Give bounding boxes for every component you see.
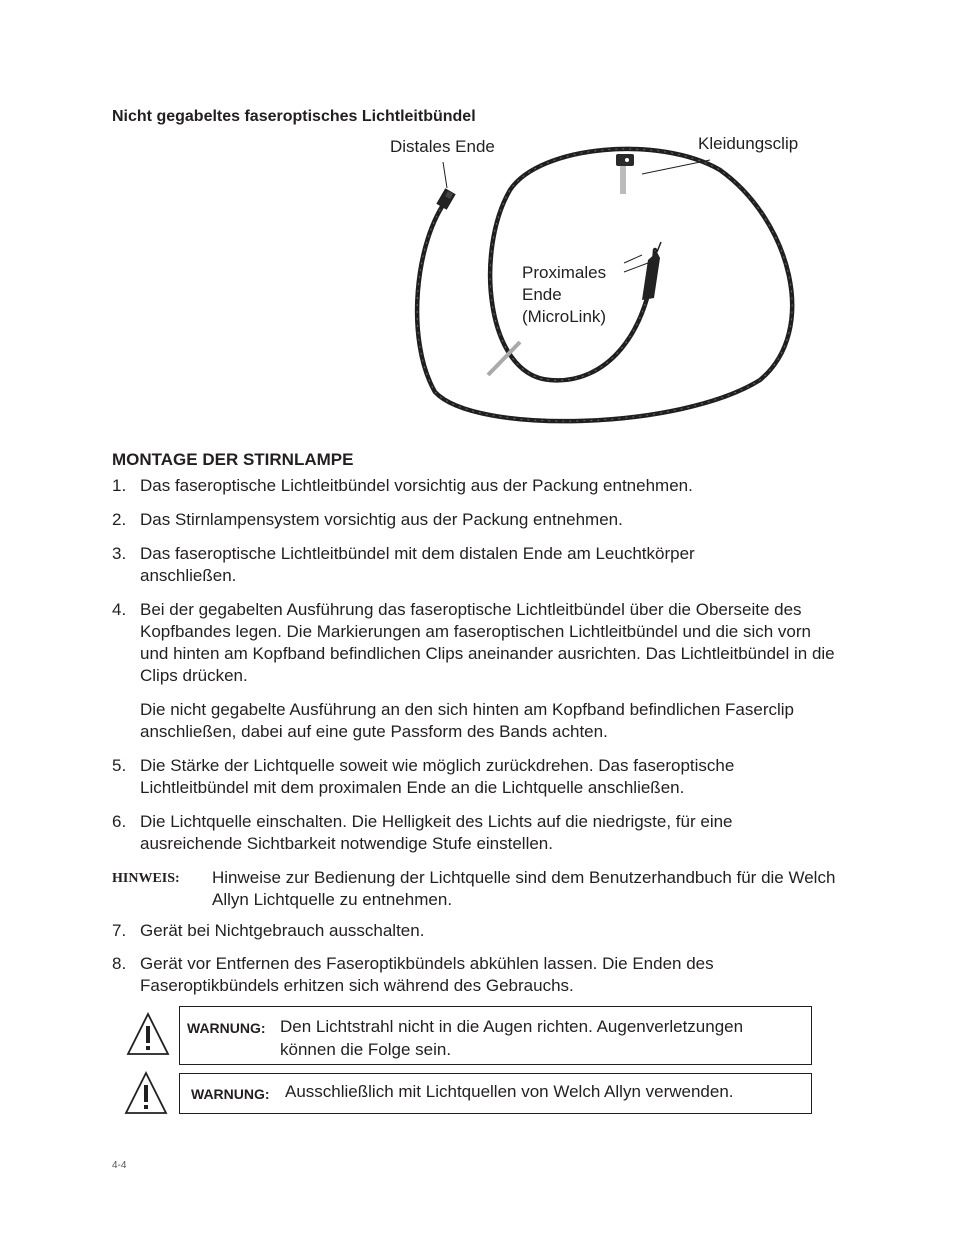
step-number: 1. [112,476,127,495]
warning-text-line-1: Ausschließlich mit Lichtquellen von Welch Allyn verwenden. [285,1082,734,1101]
step-text: Die Stärke der Lichtquelle soweit wie möglich zurückdrehen. Das faseroptische Lichtleitbündel mit dem proximalen Ende an die Lichtquelle anschließen. [140,756,735,797]
warning-triangle-icon [125,1011,171,1057]
step-text: Das faseroptische Lichtleitbündel mit dem distalen Ende am Leuchtkörper anschließen. [140,544,695,585]
warning-text-line-2: können die Folge sein. [280,1040,452,1059]
label-proximal-line-1: Proximales [522,263,607,282]
note-label: HINWEIS: [112,871,180,886]
step-text: Die nicht gegabelte Ausführung an den sich hinten am Kopfband befindlichen Faserclip anschließen, dabei auf eine gute Passform des Bands achten. [140,700,794,741]
label-distal-end: Distales Ende [390,137,495,156]
page-number: 4-4 [112,1160,127,1171]
note-text: Hinweise zur Bedienung der Lichtquelle sind dem Benutzerhandbuch für die Welch Allyn Lichtquelle zu entnehmen. [212,868,836,909]
step-number: 4. [112,600,127,619]
step-text: Gerät bei Nichtgebrauch ausschalten. [140,921,425,940]
fiber-optic-bundle-illustration [380,130,840,440]
step-text: Das faseroptische Lichtleitbündel vorsichtig aus der Packung entnehmen. [140,476,693,495]
warning-label: WARNUNG: [187,1020,266,1036]
step-text: Das Stirnlampensystem vorsichtig aus der Packung entnehmen. [140,510,623,529]
step-number: 5. [112,756,127,775]
label-proximal-line-3: (MicroLink) [522,307,607,326]
step-number: 8. [112,954,127,973]
warning-box [179,1006,812,1065]
step-number: 3. [112,544,127,563]
warning-triangle-icon [123,1070,169,1116]
section-heading: MONTAGE DER STIRNLAMPE [112,450,354,469]
warning-box [179,1073,812,1114]
step-text: Die Lichtquelle einschalten. Die Helligkeit des Lichts auf die niedrigste, für eine ausreichende Sichtbarkeit notwendige Stufe einstellen. [140,812,733,853]
figure-title: Nicht gegabeltes faseroptisches Lichtleitbündel [112,108,476,125]
step-number: 2. [112,510,127,529]
step-number: 7. [112,921,127,940]
warning-text-line-1: Den Lichtstrahl nicht in die Augen richten. Augenverletzungen [280,1017,744,1036]
step-number: 6. [112,812,127,831]
step-text: Gerät vor Entfernen des Faseroptikbündels abkühlen lassen. Die Enden des Faseroptikbündels erhitzen sich während des Gebrauchs. [140,954,714,995]
step-text: Bei der gegabelten Ausführung das faseroptische Lichtleitbündel über die Oberseite des Kopfbandes legen. Die Markierungen am faseroptischen Lichtleitbündel und die sich vorn und hinten am Kopfband befindlichen Clips aneinander ausrichten. Das Lichtleitbündel in die Clips drücken. [140,600,835,685]
label-clothing-clip: Kleidungsclip [698,134,799,153]
warning-label: WARNUNG: [191,1086,270,1102]
label-proximal-line-2: Ende [522,285,562,304]
